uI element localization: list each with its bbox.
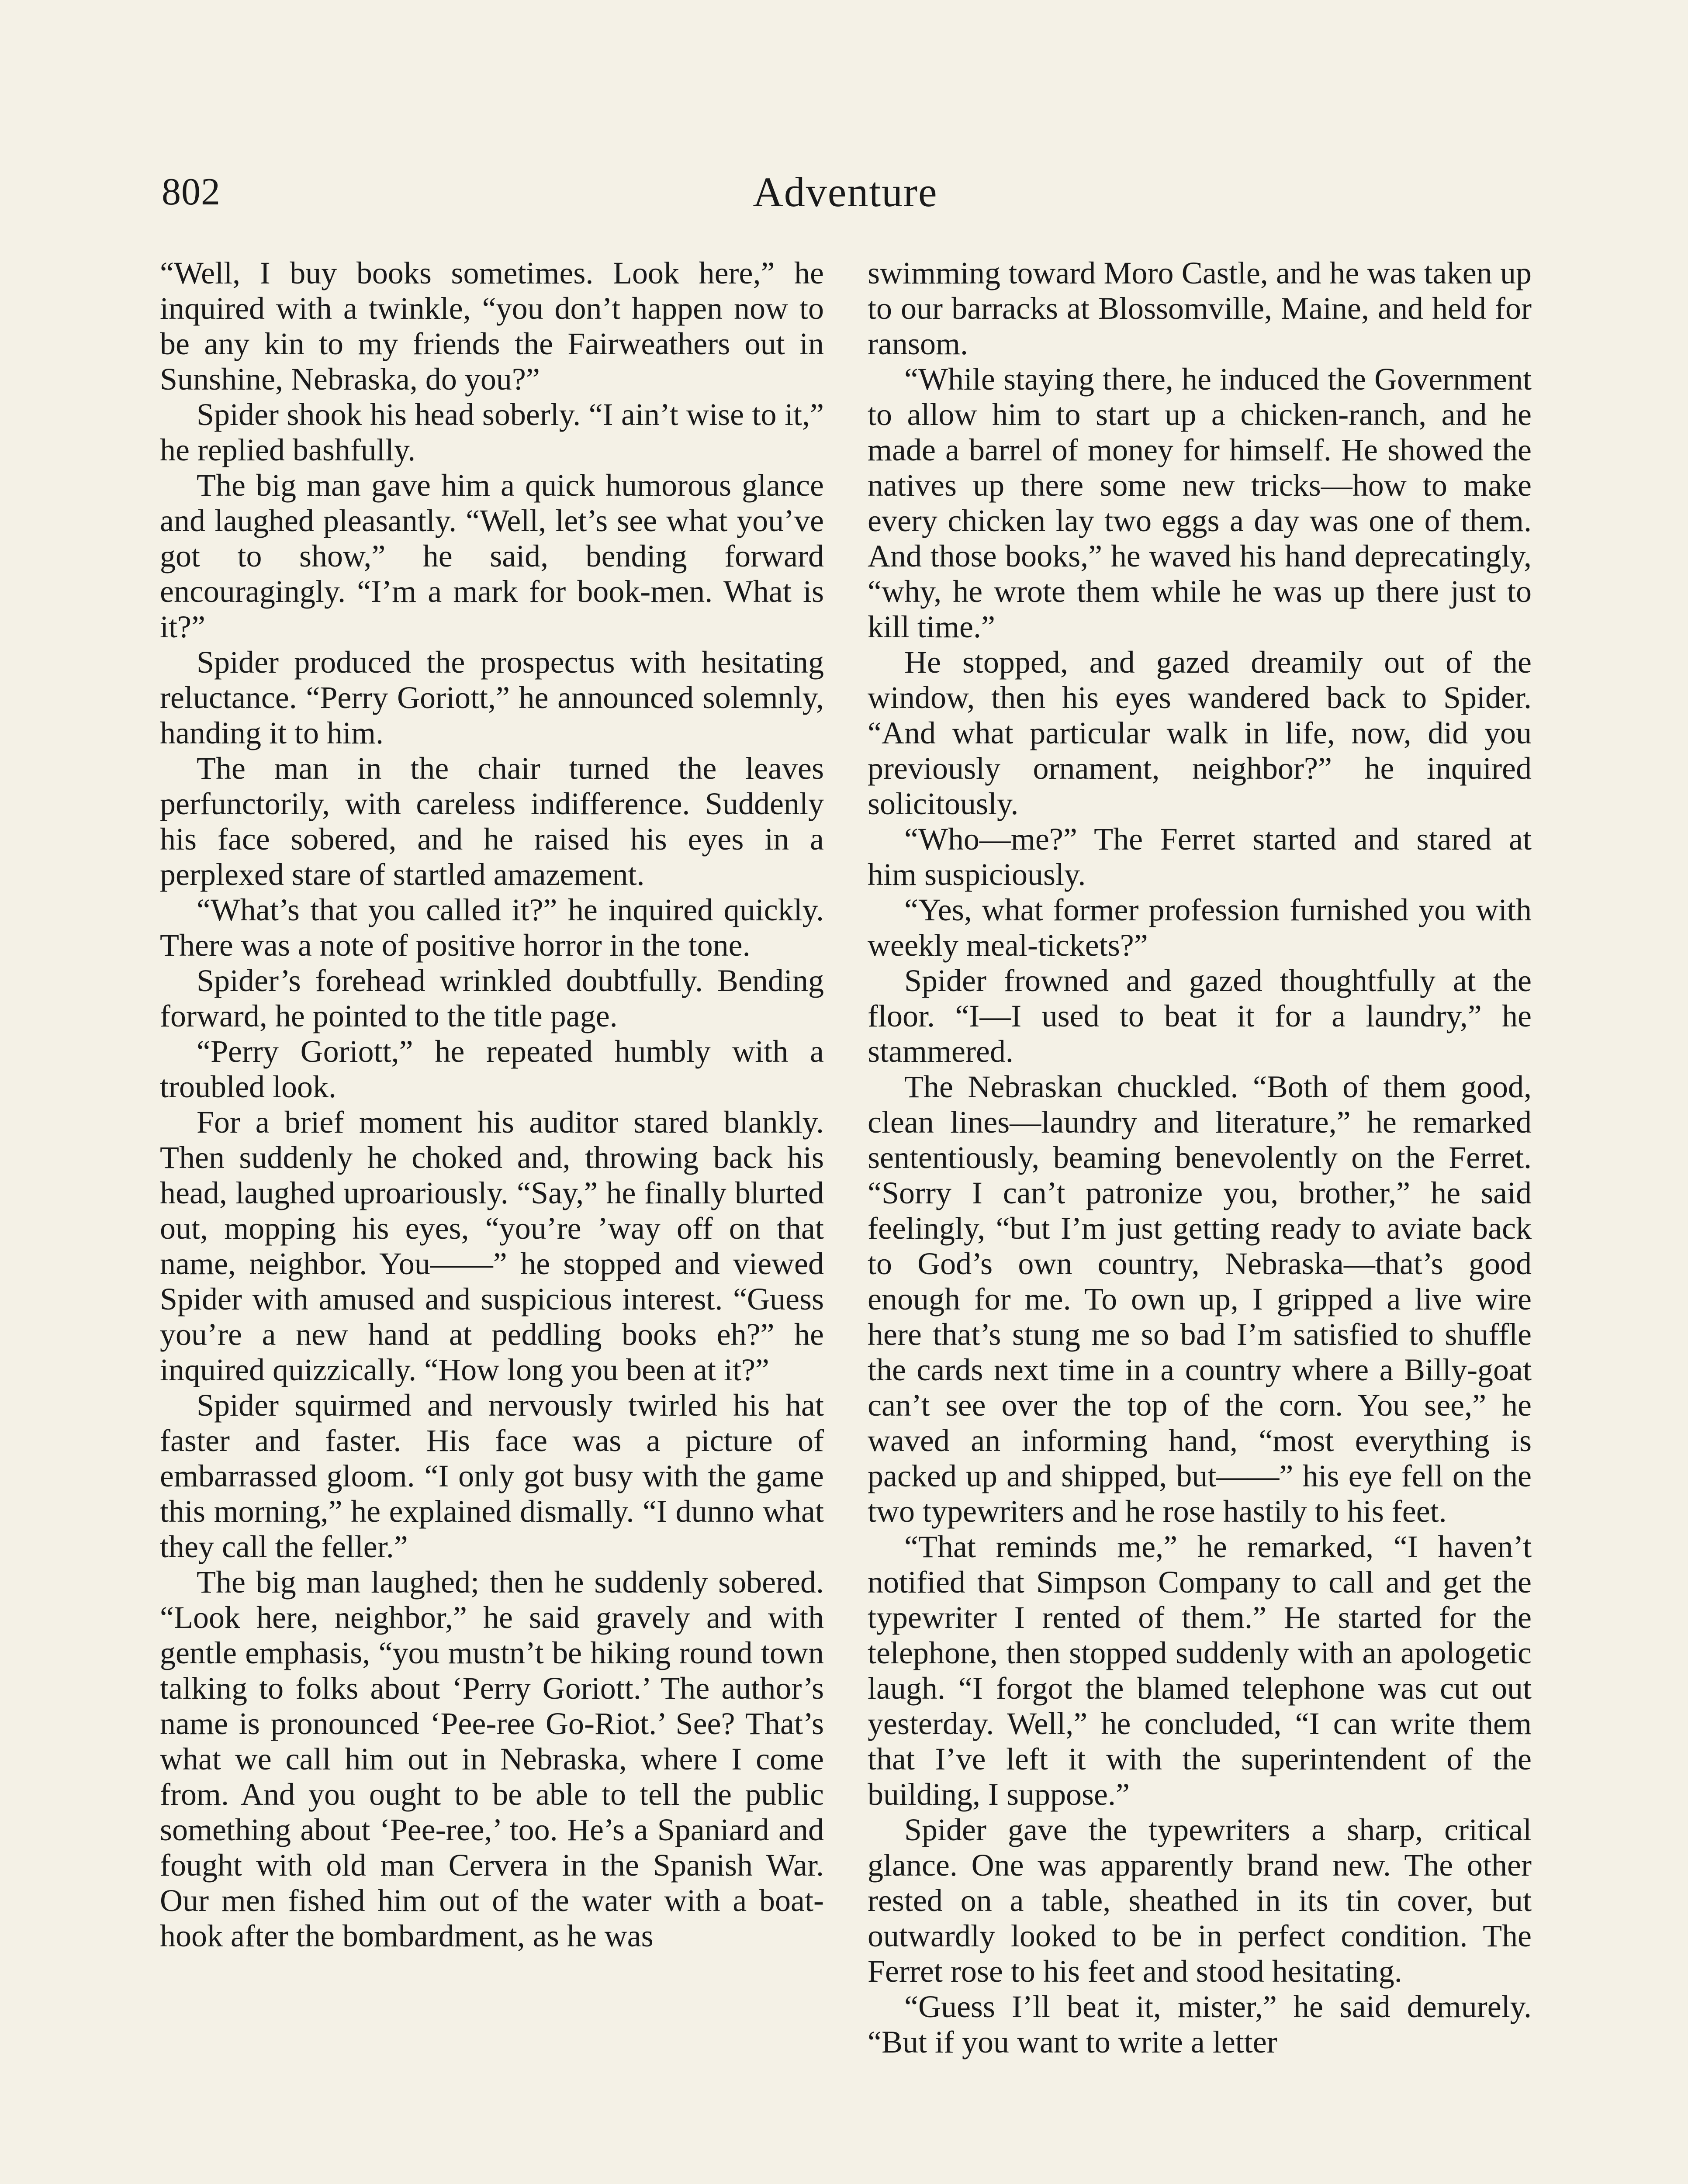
paragraph: “Well, I buy books sometimes. Look here,” he inquired with a twinkle, “you don’t happen now to be any kin to my friends the Fairweathers out in Sunshine, Nebraska, do you?” xyxy=(160,256,824,397)
paragraph: “Perry Goriott,” he repeated humbly with a troubled look. xyxy=(160,1034,824,1104)
paragraph: Spider squirmed and nervously twirled his hat faster and faster. His face was a picture of embarrassed gloom. “I only got busy with the game this morning,” he explained dismally. “I dunno what they call the feller.” xyxy=(160,1388,824,1564)
left-column xyxy=(160,256,824,2184)
paragraph: For a brief moment his auditor stared blankly. Then suddenly he choked and, throwing back his head, laughed uproariously. “Say,” he finally blurted out, mopping his eyes, “you’re ’way off on that name, neighbor. You——” he stopped and viewed Spider with amused and suspicious interest. “Guess you’re a new hand at peddling books eh?” he inquired quizzically. “How long you been at it?” xyxy=(160,1105,824,1387)
text-columns xyxy=(160,256,1532,2184)
running-title: Adventure xyxy=(753,169,938,215)
paragraph: Spider gave the typewriters a sharp, critical glance. One was apparently brand new. The other rested on a table, sheathed in its tin cover, but outwardly looked to be in perfect condition. The Ferret rose to his feet and stood hesitating. xyxy=(868,1812,1532,1989)
paragraph: He stopped, and gazed dreamily out of the window, then his eyes wandered back to Spider. “And what particular walk in life, now, did you previously ornament, neighbor?” he inquired solicitously. xyxy=(868,645,1532,821)
paragraph: The big man gave him a quick humorous glance and laughed pleasantly. “Well, let’s see what you’ve got to show,” he said, bending forward encouragingly. “I’m a mark for book-men. What is it?” xyxy=(160,468,824,644)
page-header xyxy=(162,166,1529,227)
paragraph: Spider’s forehead wrinkled doubtfully. Bending forward, he pointed to the title page. xyxy=(160,963,824,1033)
paragraph: “Who—me?” The Ferret started and stared at him suspiciously. xyxy=(868,822,1532,892)
paragraph: “That reminds me,” he remarked, “I haven’t notified that Simpson Company to call and get the typewriter I rented of them.” He started for the telephone, then stopped suddenly with an apologetic laugh. “I forgot the blamed telephone was cut out yesterday. Well,” he concluded, “I can write them that I’ve left it with the superintendent of the building, I suppose.” xyxy=(868,1529,1532,1812)
paragraph: “Yes, what former profession furnished you with weekly meal-tickets?” xyxy=(868,892,1532,963)
paragraph: Spider produced the prospectus with hesitating reluctance. “Perry Goriott,” he announced solemnly, handing it to him. xyxy=(160,645,824,750)
right-column xyxy=(868,256,1532,2184)
paragraph: Spider shook his head soberly. “I ain’t wise to it,” he replied bashfully. xyxy=(160,397,824,467)
paragraph-continuation: swimming toward Moro Castle, and he was taken up to our barracks at Blossomville, Maine, and held for ransom. xyxy=(868,256,1532,361)
page-number: 802 xyxy=(162,171,221,213)
paragraph: “What’s that you called it?” he inquired quickly. There was a note of positive horror in the tone. xyxy=(160,892,824,963)
paragraph: The Nebraskan chuckled. “Both of them good, clean lines—laundry and literature,” he remarked sententiously, beaming benevolently on the Ferret. “Sorry I can’t patronize you, brother,” he said feelingly, “but I’m just getting ready to aviate back to God’s own country, Nebraska—that’s good enough for me. To own up, I gripped a live wire here that’s stung me so bad I’m satisfied to shuffle the cards next time in a country where a Billy-goat can’t see over the top of the corn. You see,” he waved an informing hand, “most everything is packed up and shipped, but——” his eye fell on the two typewriters and he rose hastily to his feet. xyxy=(868,1069,1532,1529)
paragraph: The big man laughed; then he suddenly sobered. “Look here, neighbor,” he said gravely and with gentle emphasis, “you mustn’t be hiking round town talking to folks about ‘Perry Goriott.’ The author’s name is pronounced ‘Pee-ree Go-Riot.’ See? That’s what we call him out in Nebraska, where I come from. And you ought to be able to tell the public something about ‘Pee-ree,’ too. He’s a Spaniard and fought with old man Cervera in the Spanish War. Our men fished him out of the water with a boat-hook after the bombardment, as he was xyxy=(160,1565,824,1953)
paragraph: “While staying there, he induced the Government to allow him to start up a chicken-ranch, and he made a barrel of money for himself. He showed the natives up there some new tricks—how to make every chicken lay two eggs a day was one of them. And those books,” he waved his hand deprecatingly, “why, he wrote them while he was up there just to kill time.” xyxy=(868,362,1532,644)
paragraph: “Guess I’ll beat it, mister,” he said demurely. “But if you want to write a letter xyxy=(868,1989,1532,2060)
paragraph: Spider frowned and gazed thoughtfully at the floor. “I—I used to beat it for a laundry,” he stammered. xyxy=(868,963,1532,1069)
paragraph: The man in the chair turned the leaves perfunctorily, with careless indifference. Suddenly his face sobered, and he raised his eyes in a perplexed stare of startled amazement. xyxy=(160,751,824,892)
